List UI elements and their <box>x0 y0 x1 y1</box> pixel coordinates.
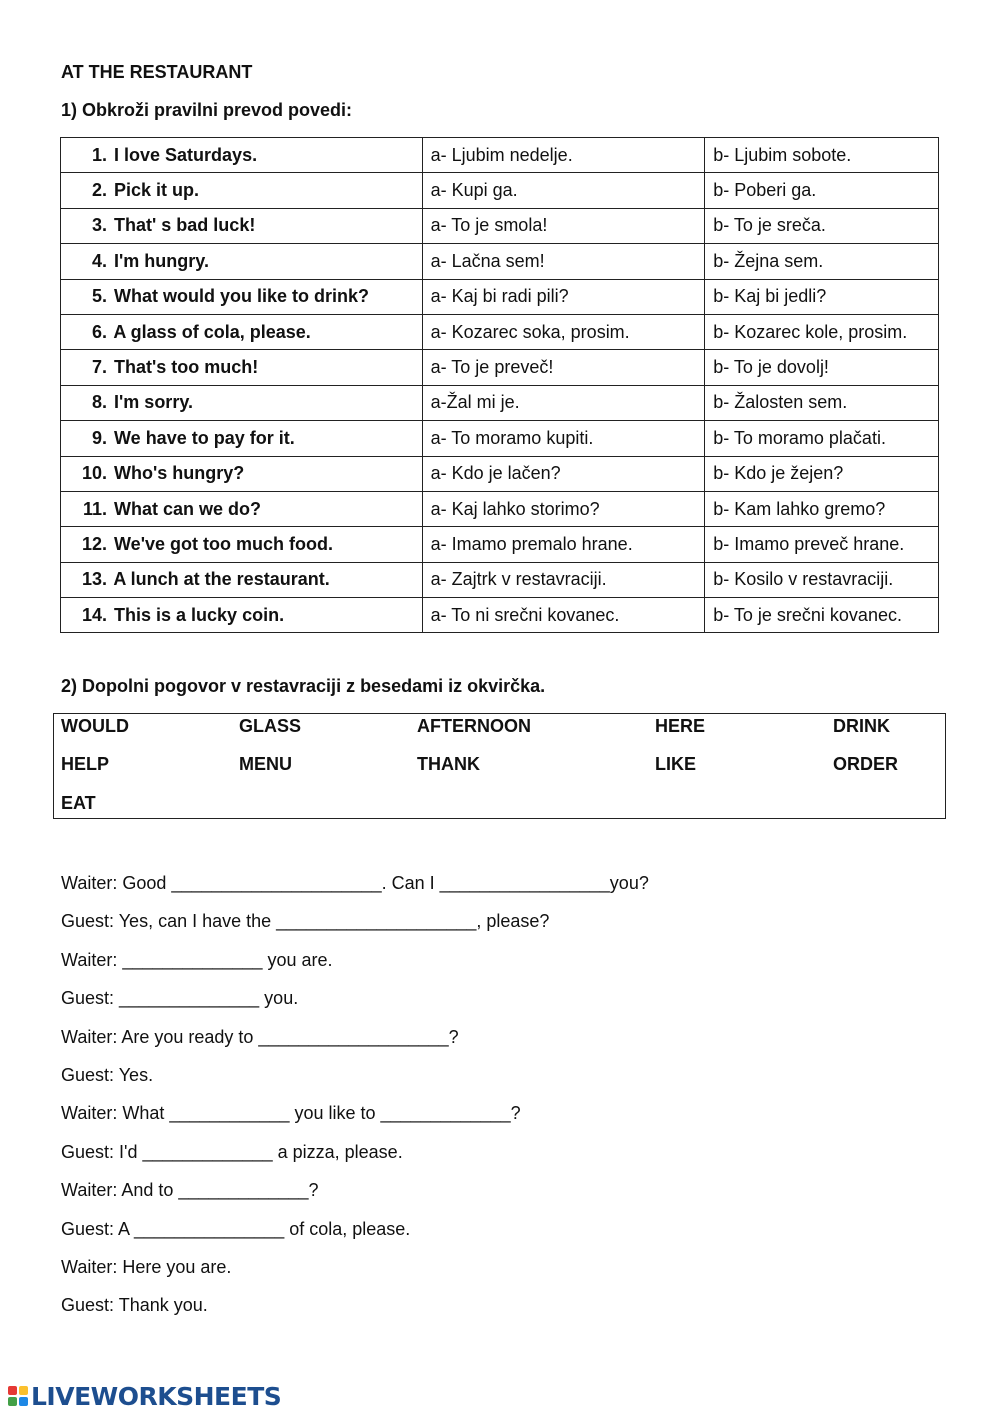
question-text: That' s bad luck! <box>114 215 256 236</box>
dialogue-line: Guest: Yes. <box>61 1064 154 1085</box>
table-row <box>61 491 939 526</box>
option-b[interactable]: b- Poberi ga. <box>705 173 939 208</box>
logo-square <box>19 1386 28 1395</box>
question-text: I love Saturdays. <box>114 144 258 165</box>
question-text: Pick it up. <box>114 180 200 201</box>
option-b[interactable]: b- To je srečni kovanec. <box>705 598 939 633</box>
table-row <box>61 456 939 491</box>
question-number: 12. <box>81 533 107 554</box>
question-number: 7. <box>91 357 107 378</box>
question-number: 8. <box>91 392 107 413</box>
option-b[interactable]: b- Žalosten sem. <box>705 385 939 420</box>
option-b[interactable]: b- To je sreča. <box>705 208 939 243</box>
option-a[interactable]: a- Zajtrk v restavraciji. <box>422 562 705 597</box>
question-text: A glass of cola, please. <box>113 321 311 342</box>
question-text: We've got too much food. <box>114 533 333 554</box>
word-bank-word: GLASS <box>239 716 302 736</box>
table-row <box>61 527 939 562</box>
restaurant-dialogue <box>61 872 649 1333</box>
option-a[interactable]: a- Kupi ga. <box>422 173 705 208</box>
option-a[interactable]: a- Kaj lahko storimo? <box>422 491 705 526</box>
question-number: 14. <box>81 604 107 625</box>
question-text: We have to pay for it. <box>114 427 295 448</box>
question-cell <box>61 314 423 349</box>
question-cell <box>61 527 423 562</box>
word-bank <box>53 713 946 819</box>
logo-square <box>8 1386 17 1395</box>
question-number: 13. <box>81 569 107 590</box>
section-2-heading: 2) Dopolni pogovor v restavraciji z besedami iz okvirčka. <box>61 676 546 696</box>
question-text: What can we do? <box>114 498 262 519</box>
question-cell <box>61 456 423 491</box>
option-a[interactable]: a- Kaj bi radi pili? <box>422 279 705 314</box>
table-row <box>61 421 939 456</box>
table-row <box>61 173 939 208</box>
question-number: 4. <box>91 250 107 271</box>
table-row <box>61 244 939 279</box>
word-bank-word: ORDER <box>833 754 899 774</box>
question-cell <box>61 350 423 385</box>
question-text: I'm sorry. <box>114 392 193 413</box>
word-bank-word: WOULD <box>61 716 129 736</box>
question-text: A lunch at the restaurant. <box>113 569 330 590</box>
question-text: This is a lucky coin. <box>114 604 285 625</box>
option-a[interactable]: a- Imamo premalo hrane. <box>422 527 705 562</box>
option-a[interactable]: a- To moramo kupiti. <box>422 421 705 456</box>
dialogue-line: Waiter: ______________ you are. <box>61 949 333 970</box>
question-text: That's too much! <box>114 357 259 378</box>
option-b[interactable]: b- Kozarec kole, prosim. <box>705 314 939 349</box>
question-number: 11. <box>82 498 107 519</box>
question-text: I'm hungry. <box>114 250 209 271</box>
dialogue-line: Waiter: Good _____________________. Can I _________________you? <box>61 873 649 893</box>
question-text: Who's hungry? <box>114 463 245 484</box>
table-row <box>61 385 939 420</box>
dialogue-line: Guest: Thank you. <box>61 1295 208 1316</box>
logo-square <box>8 1397 17 1406</box>
question-cell <box>61 385 423 420</box>
question-cell <box>61 562 423 597</box>
option-a[interactable]: a- Lačna sem! <box>422 244 705 279</box>
question-number: 6. <box>91 321 107 342</box>
question-cell <box>61 138 423 173</box>
question-number: 9. <box>91 427 107 448</box>
dialogue-line: Waiter: And to _____________? <box>61 1180 319 1201</box>
table-row <box>61 350 939 385</box>
section-1-heading: 1) Obkroži pravilni prevod povedi: <box>61 100 353 120</box>
liveworksheets-logo <box>8 1381 281 1411</box>
logo-mark-icon <box>8 1386 28 1406</box>
option-a[interactable]: a- Kdo je lačen? <box>422 456 705 491</box>
table-row <box>61 138 939 173</box>
option-b[interactable]: b- Ljubim sobote. <box>705 138 939 173</box>
logo-text: LIVEWORKSHEETS <box>31 1381 282 1411</box>
dialogue-line: Guest: ______________ you. <box>61 988 299 1009</box>
question-cell <box>61 421 423 456</box>
dialogue-line: Waiter: Are you ready to ___________________? <box>61 1026 459 1047</box>
option-b[interactable]: b- To je dovolj! <box>705 350 939 385</box>
table-row <box>61 279 939 314</box>
option-a[interactable]: a-Žal mi je. <box>422 385 705 420</box>
logo-square <box>19 1397 28 1406</box>
question-number: 3. <box>91 215 107 236</box>
option-b[interactable]: b- Kosilo v restavraciji. <box>705 562 939 597</box>
option-a[interactable]: a- Ljubim nedelje. <box>422 138 705 173</box>
option-a[interactable]: a- To ni srečni kovanec. <box>422 598 705 633</box>
question-cell <box>61 244 423 279</box>
question-number: 10. <box>81 463 107 484</box>
dialogue-line: Waiter: Here you are. <box>61 1256 232 1277</box>
option-b[interactable]: b- Imamo preveč hrane. <box>705 527 939 562</box>
word-bank-word: EAT <box>61 793 96 813</box>
question-cell <box>61 279 423 314</box>
word-bank-word: HELP <box>61 754 110 774</box>
dialogue-line: Guest: I'd _____________ a pizza, please. <box>61 1141 403 1162</box>
question-text: What would you like to drink? <box>114 286 370 307</box>
option-b[interactable]: b- Kam lahko gremo? <box>705 491 939 526</box>
translation-table <box>60 137 939 633</box>
dialogue-line: Waiter: What ____________ you like to _____________? <box>61 1103 521 1124</box>
word-bank-word: LIKE <box>655 754 697 774</box>
option-b[interactable]: b- To moramo plačati. <box>705 421 939 456</box>
dialogue-line: Guest: A _______________ of cola, please. <box>61 1218 411 1239</box>
question-number: 5. <box>91 286 107 307</box>
page-title: AT THE RESTAURANT <box>61 62 253 82</box>
table-row <box>61 598 939 633</box>
word-bank-word: HERE <box>655 716 706 736</box>
option-b[interactable]: b- Kaj bi jedli? <box>705 279 939 314</box>
question-cell <box>61 173 423 208</box>
question-cell <box>61 208 423 243</box>
option-b[interactable]: b- Kdo je žejen? <box>705 456 939 491</box>
option-b[interactable]: b- Žejna sem. <box>705 244 939 279</box>
option-a[interactable]: a- To je preveč! <box>422 350 705 385</box>
question-number: 2. <box>91 180 107 201</box>
word-bank-word: AFTERNOON <box>417 716 531 736</box>
word-bank-word: DRINK <box>833 716 890 736</box>
word-bank-word: MENU <box>239 754 292 774</box>
word-bank-word: THANK <box>417 754 480 774</box>
table-row <box>61 208 939 243</box>
dialogue-line: Guest: Yes, can I have the ____________________, please? <box>61 911 550 932</box>
option-a[interactable]: a- Kozarec soka, prosim. <box>422 314 705 349</box>
table-row <box>61 314 939 349</box>
question-number: 1. <box>91 144 107 165</box>
table-row <box>61 562 939 597</box>
question-cell <box>61 491 423 526</box>
question-cell <box>61 598 423 633</box>
option-a[interactable]: a- To je smola! <box>422 208 705 243</box>
